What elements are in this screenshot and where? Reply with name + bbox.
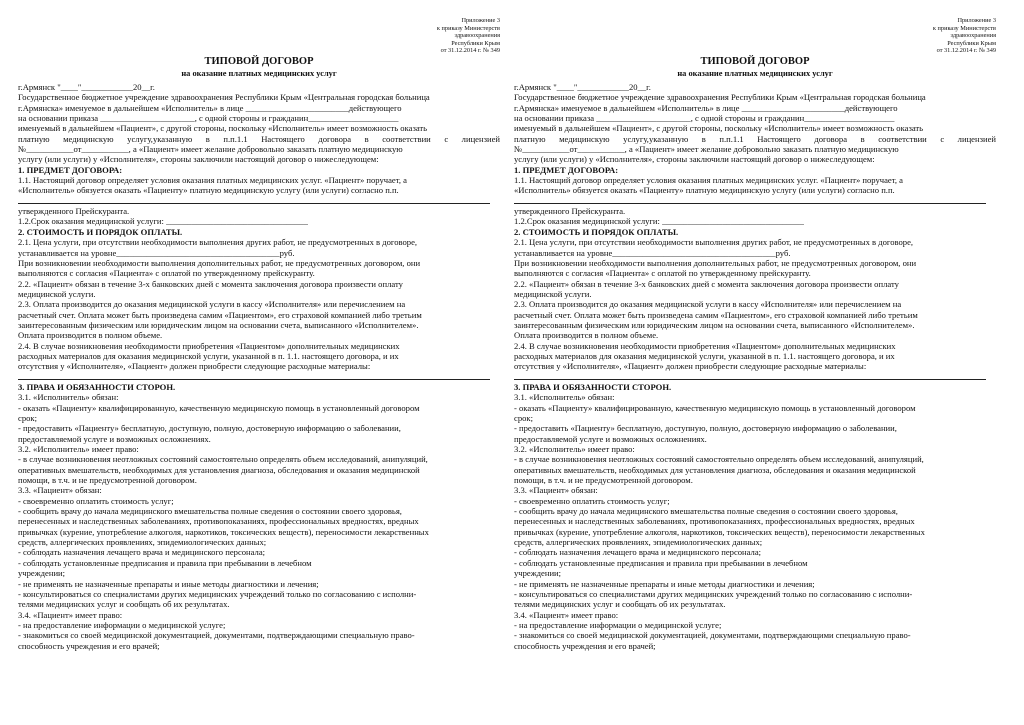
text-line: расходных материалов для оказания медицинской услуги, указанной в п. 1.1. настоящего договора, и их — [18, 350, 399, 361]
appendix-line: Приложение 3 — [957, 17, 996, 24]
section-heading: 3. ПРАВА И ОБЯЗАННОСТИ СТОРОН. — [514, 381, 672, 392]
text-line: 2.2. «Пациент» обязан в течение 3-х банковских дней с момента заключения договора произвести оплату — [514, 278, 899, 289]
text-line: привычках (курение, употребление алкоголя, наркотиков, токсических веществ), переносимости лекарственных — [18, 526, 429, 537]
text-line: 3.4. «Пациент» имеет право: — [18, 609, 123, 620]
text-line: 3.1. «Исполнитель» обязан: — [514, 392, 615, 403]
text-line: №___________от___________, а «Пациент» имеет желание добровольно заказать платную медицинскую — [18, 144, 403, 155]
fill-in-line — [514, 372, 996, 382]
text-line: 2.4. В случае возникновения необходимости приобретения «Пациентом» дополнительных медицинских — [514, 340, 896, 351]
text-line: - соблюдать установленные предписания и правила при пребывании в лечебном — [18, 557, 312, 568]
appendix-line: Республики Крым — [947, 39, 996, 47]
text-line: средств, аллергических проявлениях, эпидемиологических данных; — [18, 537, 267, 548]
text-line: перенесенных и наследственных заболеваниях, противопоказаниях, профессиональных вредностях, вредных — [514, 516, 915, 527]
text-line: предоставляемой услуге и возможных осложнениях. — [514, 433, 707, 444]
text-line: заинтересованным физическим или юридическим лицом на основании счета, выписанного «Исполнителем». — [514, 319, 915, 330]
fill-in-line — [514, 196, 996, 206]
text-line: г.Армянск "____"____________20__г. — [514, 82, 651, 92]
text-line: перенесенных и наследственных заболеваниях, противопоказаниях, профессиональных вредностях, вредных — [18, 516, 419, 527]
text-line: - на предоставление информации о медицинской услуге; — [18, 619, 226, 630]
text-line: устанавливается на уровне______________________________________руб. — [514, 247, 791, 258]
text-line: - не применять не назначенные препараты и иные методы диагностики и лечения; — [514, 578, 815, 589]
appendix-note — [300, 17, 500, 55]
text-line: способность учреждения и его врачей; — [514, 640, 656, 651]
contract-title: ТИПОВОЙ ДОГОВОР — [700, 56, 810, 67]
contract-body — [514, 82, 996, 651]
text-line: 3.4. «Пациент» имеет право: — [514, 609, 619, 620]
section-heading: 1. ПРЕДМЕТ ДОГОВОРА: — [18, 164, 123, 175]
text-line: - предоставить «Пациенту» бесплатную, доступную, полную, достоверную информацию о заболевании, — [18, 423, 401, 434]
text-line: учреждении; — [514, 568, 562, 579]
appendix-line: к приказу Министерств — [436, 24, 500, 32]
contract-page-left — [18, 0, 500, 725]
text-line: - своевременно оплатить стоимость услуг; — [514, 495, 670, 506]
fill-in-line — [18, 196, 500, 206]
text-line: помощи, в т.ч. и не предусмотренной договором. — [18, 475, 197, 486]
text-line: При возникновении необходимости выполнения дополнительных работ, не предусмотренных договором, они — [18, 257, 421, 268]
contract-page-right — [514, 0, 996, 725]
text-line: платную медицинскую услугу,указанную в п.п.1.1 Настоящего договора в соответствии с лицензией — [514, 133, 996, 144]
text-line: «Исполнитель» обязуется оказать «Пациенту» платную медицинскую услугу (или услуги) согласно п.п. — [18, 185, 399, 196]
appendix-line: Республики Крым — [451, 39, 500, 47]
text-line: - знакомиться со своей медицинской документацией, документами, подтверждающими специальную право- — [18, 630, 415, 641]
text-line: г.Армянска» именуемое в дальнейшем «Исполнитель» в лице ________________________действующего — [18, 102, 402, 113]
appendix-line: к приказу Министерств — [932, 24, 996, 32]
text-line: расходных материалов для оказания медицинской услуги, указанной в п. 1.1. настоящего договора, и их — [514, 350, 895, 361]
contract-subtitle: на оказание платных медицинских услуг — [677, 69, 833, 78]
text-line: отсутствия у «Исполнителя», «Пациент» должен приобрести следующие расходные материалы: — [18, 361, 371, 372]
text-line: 1.1. Настоящий договор определяет условия оказания платных медицинских услуг. «Пациент» поручает, а — [18, 175, 407, 186]
text-line: 1.2.Срок оказания медицинской услуги: _________________________________ — [514, 216, 804, 227]
text-line: утвержденного Прейскуранта. — [514, 206, 626, 217]
text-line: - предоставить «Пациенту» бесплатную, доступную, полную, достоверную информацию о заболевании, — [514, 423, 897, 434]
text-line: - соблюдать установленные предписания и правила при пребывании в лечебном — [514, 557, 808, 568]
text-line: 2.1. Цена услуги, при отсутствии необходимости выполнения других работ, не предусмотренных в договоре, — [514, 237, 914, 248]
text-line: расчетный счет. Оплата может быть произведена самим «Пациентом», его страховой компанией либо третьим — [18, 309, 422, 320]
text-line: - консультироваться со специалистами других медицинских учреждений только по согласованию с исполни- — [18, 588, 417, 599]
text-line: г.Армянск "____"____________20__г. — [18, 82, 155, 92]
text-line: 2.2. «Пациент» обязан в течение 3-х банковских дней с момента заключения договора произвести оплату — [18, 278, 403, 289]
text-line: Оплата производится в полном объеме. — [18, 330, 163, 341]
text-line: телями медицинских услуг и сообщать об их результатах. — [514, 599, 726, 610]
text-line: именуемый в дальнейшем «Пациент», с другой стороны, поскольку «Исполнитель» имеет возможность оказать — [514, 123, 924, 134]
text-line: 3.3. «Пациент» обязан: — [18, 485, 102, 496]
text-line: - знакомиться со своей медицинской документацией, документами, подтверждающими специальную право- — [514, 630, 911, 641]
text-line: - консультироваться со специалистами других медицинских учреждений только по согласованию с исполни- — [514, 588, 913, 599]
text-line: помощи, в т.ч. и не предусмотренной договором. — [514, 475, 693, 486]
section-heading: 1. ПРЕДМЕТ ДОГОВОРА: — [514, 164, 619, 175]
text-line: именуемый в дальнейшем «Пациент», с другой стороны, поскольку «Исполнитель» имеет возможность оказать — [18, 123, 428, 134]
text-line: При возникновении необходимости выполнения дополнительных работ, не предусмотренных договором, они — [514, 257, 917, 268]
text-line: №___________от___________, а «Пациент» имеет желание добровольно заказать платную медицинскую — [514, 144, 899, 155]
text-line: 2.4. В случае возникновения необходимости приобретения «Пациентом» дополнительных медицинских — [18, 340, 400, 351]
text-line: 3.1. «Исполнитель» обязан: — [18, 392, 119, 403]
text-line: срок; — [514, 413, 533, 423]
text-line: на основании приказа ______________________, с одной стороны и гражданин_____________________ — [514, 113, 895, 124]
text-line: - сообщить врачу до начала медицинского вмешательства полные сведения о состоянии своего здоровья, — [514, 506, 898, 517]
appendix-line: от 31.12.2014 г. № 349 — [440, 47, 500, 55]
text-line: 3.3. «Пациент» обязан: — [514, 485, 598, 496]
text-line: - оказать «Пациенту» квалифицированную, качественную медицинскую помощь в установленный договором — [18, 402, 420, 413]
text-line: средств, аллергических проявлениях, эпидемиологических данных; — [514, 537, 763, 548]
text-line: предоставляемой услуге и возможных осложнениях. — [18, 433, 211, 444]
text-line: 2.3. Оплата производится до оказания медицинской услуги в кассу «Исполнителя» или перечислением на — [514, 299, 902, 310]
contract-subtitle: на оказание платных медицинских услуг — [181, 69, 337, 78]
text-line: медицинской услуги. — [514, 288, 592, 299]
text-line: - своевременно оплатить стоимость услуг; — [18, 495, 174, 506]
appendix-line: здравоохранения — [950, 32, 996, 40]
text-line: выполняются с согласия «Пациента» с оплатой по утвержденному прейскуранту. — [18, 268, 315, 279]
text-line: Государственное бюджетное учреждение здравоохранения Республики Крым «Центральная городская больница — [18, 92, 430, 103]
text-line: Оплата производится в полном объеме. — [514, 330, 659, 341]
contract-title: ТИПОВОЙ ДОГОВОР — [204, 56, 314, 67]
fill-in-line — [18, 372, 500, 382]
text-line: «Исполнитель» обязуется оказать «Пациенту» платную медицинскую услугу (или услуги) согласно п.п. — [514, 185, 895, 196]
contract-body — [18, 82, 500, 651]
text-line: оперативных вмешательств, необходимых для установления диагноза, обследования и оказания медицинской — [514, 464, 916, 475]
text-line: 1.1. Настоящий договор определяет условия оказания платных медицинских услуг. «Пациент» поручает, а — [514, 175, 903, 186]
text-line: 1.2.Срок оказания медицинской услуги: _________________________________ — [18, 216, 308, 227]
text-line: - на предоставление информации о медицинской услуге; — [514, 619, 722, 630]
text-line: Государственное бюджетное учреждение здравоохранения Республики Крым «Центральная городская больница — [514, 92, 926, 103]
appendix-line: здравоохранения — [454, 32, 500, 40]
appendix-line: от 31.12.2014 г. № 349 — [936, 47, 996, 55]
text-line: отсутствия у «Исполнителя», «Пациент» должен приобрести следующие расходные материалы: — [514, 361, 867, 372]
text-line: - в случае возникновения неотложных состояний самостоятельно определять объем исследований, анипуляций, — [514, 454, 924, 465]
text-line: устанавливается на уровне______________________________________руб. — [18, 247, 295, 258]
text-line: - в случае возникновения неотложных состояний самостоятельно определять объем исследований, анипуляций, — [18, 454, 428, 465]
text-line: 3.2. «Исполнитель» имеет право: — [514, 444, 635, 455]
text-line: телями медицинских услуг и сообщать об их результатах. — [18, 599, 230, 610]
text-line: 3.2. «Исполнитель» имеет право: — [18, 444, 139, 455]
section-heading: 2. СТОИМОСТЬ И ПОРЯДОК ОПЛАТЫ. — [514, 226, 679, 237]
text-line: утвержденного Прейскуранта. — [18, 206, 130, 217]
text-line: способность учреждения и его врачей; — [18, 640, 160, 651]
text-line: - не применять не назначенные препараты и иные методы диагностики и лечения; — [18, 578, 319, 589]
text-line: - сообщить врачу до начала медицинского вмешательства полные сведения о состоянии своего здоровья, — [18, 506, 402, 517]
text-line: привычках (курение, употребление алкоголя, наркотиков, токсических веществ), переносимости лекарственных — [514, 526, 925, 537]
text-line: г.Армянска» именуемое в дальнейшем «Исполнитель» в лице ________________________действующего — [514, 102, 898, 113]
text-line: медицинской услуги. — [18, 288, 96, 299]
text-line: 2.1. Цена услуги, при отсутствии необходимости выполнения других работ, не предусмотренных в договоре, — [18, 237, 418, 248]
text-line: срок; — [18, 413, 37, 423]
text-line: - соблюдать назначения лечащего врача и медицинского персонала; — [18, 547, 266, 558]
text-line: услугу (или услуги) у «Исполнителя», стороны заключили настоящий договор о нижеследующем: — [18, 154, 379, 165]
text-line: на основании приказа ______________________, с одной стороны и гражданин_____________________ — [18, 113, 399, 124]
appendix-line: Приложение 3 — [461, 17, 500, 24]
text-line: услугу (или услуги) у «Исполнителя», стороны заключили настоящий договор о нижеследующем: — [514, 154, 875, 165]
appendix-note — [796, 17, 996, 55]
text-line: - соблюдать назначения лечащего врача и медицинского персонала; — [514, 547, 762, 558]
text-line: платную медицинскую услугу,указанную в п.п.1.1 Настоящего договора в соответствии с лицензией — [18, 133, 500, 144]
text-line: расчетный счет. Оплата может быть произведена самим «Пациентом», его страховой компанией либо третьим — [514, 309, 918, 320]
section-heading: 3. ПРАВА И ОБЯЗАННОСТИ СТОРОН. — [18, 381, 176, 392]
text-line: - оказать «Пациенту» квалифицированную, качественную медицинскую помощь в установленный договором — [514, 402, 916, 413]
section-heading: 2. СТОИМОСТЬ И ПОРЯДОК ОПЛАТЫ. — [18, 226, 183, 237]
text-line: оперативных вмешательств, необходимых для установления диагноза, обследования и оказания медицинской — [18, 464, 420, 475]
text-line: учреждении; — [18, 568, 66, 579]
text-line: заинтересованным физическим или юридическим лицом на основании счета, выписанного «Исполнителем». — [18, 319, 419, 330]
text-line: 2.3. Оплата производится до оказания медицинской услуги в кассу «Исполнителя» или перечислением на — [18, 299, 406, 310]
text-line: выполняются с согласия «Пациента» с оплатой по утвержденному прейскуранту. — [514, 268, 811, 279]
